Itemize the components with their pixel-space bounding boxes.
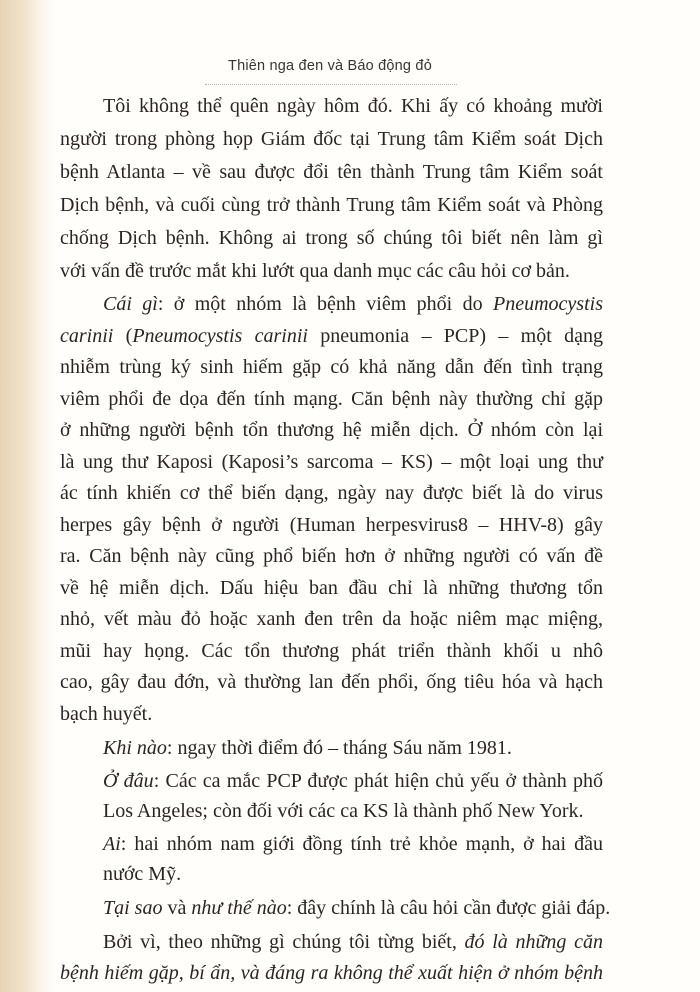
text-segment: về hệ miễn dịch. Dấu hiệu ban đầu chỉ là những thương tổn: [60, 577, 603, 599]
text-line: [60, 127, 603, 151]
text-segment: Tôi không thể quên ngày hôm đó. Khi ấy có khoảng mười: [103, 95, 603, 117]
text-segment: mũi hay họng. Các tổn thương phát triển thành khối u nhô: [60, 640, 603, 662]
page-edge-shadow: [0, 0, 55, 992]
text-line: [103, 94, 603, 118]
text-segment: ra. Căn bệnh này cũng phổ biến hơn ở những người có vấn đề: [60, 545, 603, 567]
italic-text: Ở đâu: [103, 770, 154, 792]
text-line: [60, 226, 603, 250]
text-segment: : đây chính là câu hỏi cần được giải đáp.: [286, 897, 611, 919]
italic-text: Cái gì: [103, 293, 158, 315]
text-line: [60, 607, 603, 631]
text-line: [60, 324, 603, 348]
text-segment: (: [113, 325, 133, 347]
text-segment: ác tính khiến cơ thể biến dạng, ngày nay được biết là do virus: [60, 482, 603, 504]
text-line: [103, 292, 603, 316]
italic-text: Khi nào: [103, 737, 167, 759]
running-header: Thiên nga đen và Báo động đỏ: [228, 58, 432, 74]
text-segment: pneumonia – PCP) – một dạng: [307, 325, 603, 347]
italic-text: đó là những căn: [464, 931, 603, 953]
text-segment: herpes gây bệnh ở người (Human herpesvirus8 – HHV-8) gây: [60, 514, 603, 536]
text-segment: với vấn đề trước mắt khi lướt qua danh mục các câu hỏi cơ bản.: [60, 260, 570, 282]
text-line: [60, 544, 603, 568]
text-line: [60, 160, 603, 184]
italic-text: Tại sao: [103, 897, 163, 919]
text-segment: cao, gây đau đớn, và thường lan đến phổi, ống tiêu hóa và hạch: [60, 671, 603, 693]
text-line: [60, 450, 603, 474]
text-line: [60, 961, 603, 985]
text-segment: : ngay thời điểm đó – tháng Sáu năm 1981.: [166, 737, 512, 759]
italic-text: như thế nào: [191, 897, 287, 919]
text-segment: viêm phổi đe dọa đến tính mạng. Căn bệnh này thường chỉ gặp: [60, 388, 603, 410]
text-line: [103, 832, 603, 856]
text-line: [103, 769, 603, 793]
text-segment: Dịch bệnh, và cuối cùng trở thành Trung tâm Kiểm soát và Phòng: [60, 194, 603, 216]
text-line: [60, 670, 603, 694]
italic-text: Ai: [103, 833, 121, 855]
text-segment: ở những người bệnh tổn thương hệ miễn dịch. Ở nhóm còn lại: [60, 419, 603, 441]
text-segment: bạch huyết.: [60, 703, 153, 725]
text-segment: và: [162, 897, 192, 919]
text-line: [103, 862, 603, 886]
text-line: [60, 355, 603, 379]
text-line: [103, 896, 611, 920]
italic-text: Pneumocystis: [493, 293, 603, 315]
text-line: [60, 193, 603, 217]
italic-text: carinii: [60, 325, 114, 347]
text-line: [60, 576, 603, 600]
text-line: [103, 799, 603, 823]
text-segment: : hai nhóm nam giới đồng tính trẻ khỏe mạnh, ở hai đầu: [120, 833, 603, 855]
text-line: [103, 930, 603, 954]
text-segment: nhỏ, vết màu đỏ hoặc xanh đen trên da hoặc niêm mạc miệng,: [60, 608, 603, 630]
text-segment: : ở một nhóm là bệnh viêm phổi do: [157, 293, 494, 315]
text-line: [60, 702, 603, 726]
text-line: [60, 639, 603, 663]
text-segment: chống Dịch bệnh. Không ai trong số chúng tôi biết nên làm gì: [60, 227, 603, 249]
text-line: [60, 481, 603, 505]
text-line: [103, 736, 603, 760]
header-rule: [205, 84, 457, 85]
text-segment: : Các ca mắc PCP được phát hiện chủ yếu ở thành phố: [153, 770, 603, 792]
text-line: [60, 513, 603, 537]
text-segment: Bởi vì, theo những gì chúng tôi từng biết,: [103, 931, 465, 953]
italic-text: bệnh hiếm gặp, bí ẩn, và đáng ra không thể xuất hiện ở nhóm bệnh: [60, 962, 603, 984]
text-segment: nhiễm trùng ký sinh hiếm gặp có khả năng dẫn đến tình trạng: [60, 356, 603, 378]
italic-text: Pneumocystis carinii: [132, 325, 308, 347]
text-segment: bệnh Atlanta – về sau được đổi tên thành Trung tâm Kiểm soát: [60, 161, 603, 183]
text-line: [60, 387, 603, 411]
text-segment: Los Angeles; còn đối với các ca KS là thành phố New York.: [103, 800, 584, 822]
text-line: [60, 418, 603, 442]
text-segment: nước Mỹ.: [103, 863, 182, 885]
text-line: [60, 259, 603, 283]
text-segment: người trong phòng họp Giám đốc tại Trung tâm Kiểm soát Dịch: [60, 128, 603, 150]
text-segment: là ung thư Kaposi (Kaposi’s sarcoma – KS) – một loại ung thư: [60, 451, 603, 473]
